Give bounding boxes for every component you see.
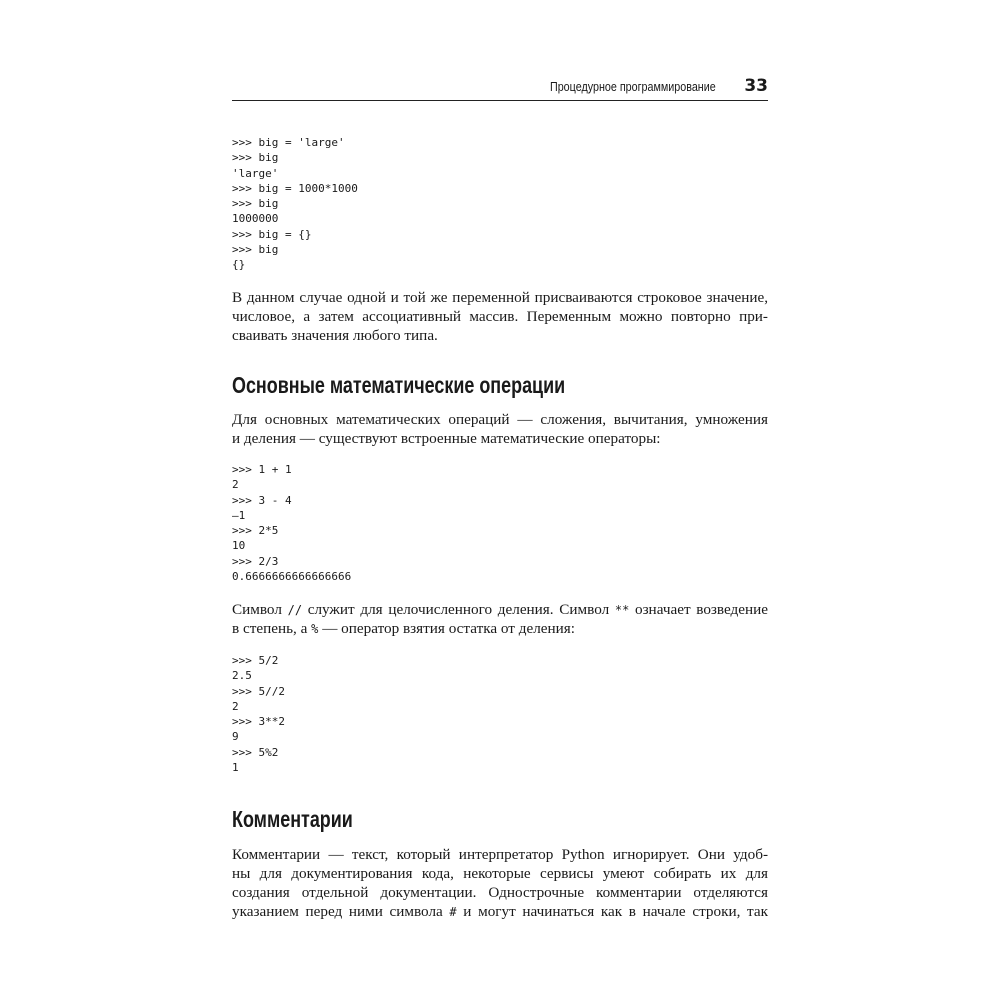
text-run: Символ bbox=[232, 601, 288, 618]
code-line: >>> big bbox=[232, 151, 279, 165]
code-line: >>> 5%2 bbox=[232, 745, 279, 759]
page-number: 33 bbox=[744, 76, 768, 96]
paragraph-line: числовое, а затем ассоциативный массив. Переменным можно повторно при- bbox=[232, 308, 768, 325]
code-line: >>> 3 - 4 bbox=[232, 493, 292, 507]
code-line: >>> 5/2 bbox=[232, 654, 279, 667]
paragraph-line: В данном случае одной и той же переменной присваиваются строковое значение, bbox=[232, 289, 768, 306]
paragraph-math-intro bbox=[232, 410, 768, 448]
inline-code: % bbox=[311, 622, 319, 636]
running-header bbox=[232, 76, 768, 101]
paragraph-line bbox=[232, 902, 768, 921]
code-line: >>> big = 1000*1000 bbox=[232, 181, 358, 195]
paragraph-operators bbox=[232, 600, 768, 638]
paragraph-line: Комментарии — текст, который интерпретатор Python игнорирует. Они удоб- bbox=[232, 846, 768, 863]
code-line: 10 bbox=[232, 539, 246, 553]
code-line: 1 bbox=[232, 761, 239, 775]
paragraph-comments bbox=[232, 845, 768, 921]
code-line: 2 bbox=[232, 478, 239, 492]
code-line: 2.5 bbox=[232, 669, 252, 683]
paragraph-reassignment bbox=[232, 288, 768, 345]
code-line: 2 bbox=[232, 699, 239, 713]
code-line: 0.6666666666666666 bbox=[232, 570, 352, 584]
text-run: — оператор взятия остатка от деления: bbox=[318, 620, 575, 637]
code-block-variables bbox=[232, 135, 358, 273]
paragraph-line: ны для документирования кода, некоторые сервисы умеют собирать их для bbox=[232, 865, 768, 882]
code-line: 1000000 bbox=[232, 212, 279, 226]
code-line: >>> 2*5 bbox=[232, 524, 279, 538]
code-line: 9 bbox=[232, 730, 239, 744]
text-run: означает возведение bbox=[629, 601, 768, 618]
inline-code: ** bbox=[614, 603, 630, 617]
paragraph-line: создания отдельной документации. Однострочные комментарии отделяются bbox=[232, 884, 768, 901]
paragraph-line: Для основных математических операций — сложения, вычитания, умножения bbox=[232, 411, 768, 428]
code-block-arithmetic bbox=[232, 462, 351, 584]
text-run: и могут начинаться как в начале строки, так bbox=[456, 903, 768, 920]
text-run: в степень, а bbox=[232, 620, 312, 637]
code-line: >>> big bbox=[232, 243, 279, 257]
section-heading-math: Основные математические операции bbox=[232, 372, 566, 398]
code-line: >>> big = {} bbox=[232, 227, 312, 241]
paragraph-line bbox=[232, 619, 768, 638]
paragraph-line: и деления — существуют встроенные математические операторы: bbox=[232, 430, 661, 447]
inline-code: // bbox=[287, 603, 303, 617]
book-page bbox=[232, 0, 768, 1000]
code-line: 'large' bbox=[232, 166, 279, 180]
code-line: {} bbox=[232, 258, 246, 272]
code-line: >>> big = 'large' bbox=[232, 136, 345, 149]
code-line: >>> 2/3 bbox=[232, 554, 279, 568]
paragraph-line: сваивать значения любого типа. bbox=[232, 327, 438, 344]
code-block-division bbox=[232, 653, 285, 775]
code-line: >>> 3**2 bbox=[232, 715, 285, 729]
code-line: –1 bbox=[232, 508, 246, 522]
text-run: служит для целочисленного деления. Символ bbox=[302, 601, 615, 618]
code-line: >>> 1 + 1 bbox=[232, 463, 292, 476]
code-line: >>> big bbox=[232, 197, 279, 211]
paragraph-line bbox=[232, 600, 768, 619]
inline-code: # bbox=[449, 905, 457, 919]
section-heading-comments: Комментарии bbox=[232, 806, 353, 832]
running-title: Процедурное программирование bbox=[550, 80, 716, 94]
text-run: указанием перед ними символа bbox=[232, 903, 450, 920]
code-line: >>> 5//2 bbox=[232, 684, 285, 698]
